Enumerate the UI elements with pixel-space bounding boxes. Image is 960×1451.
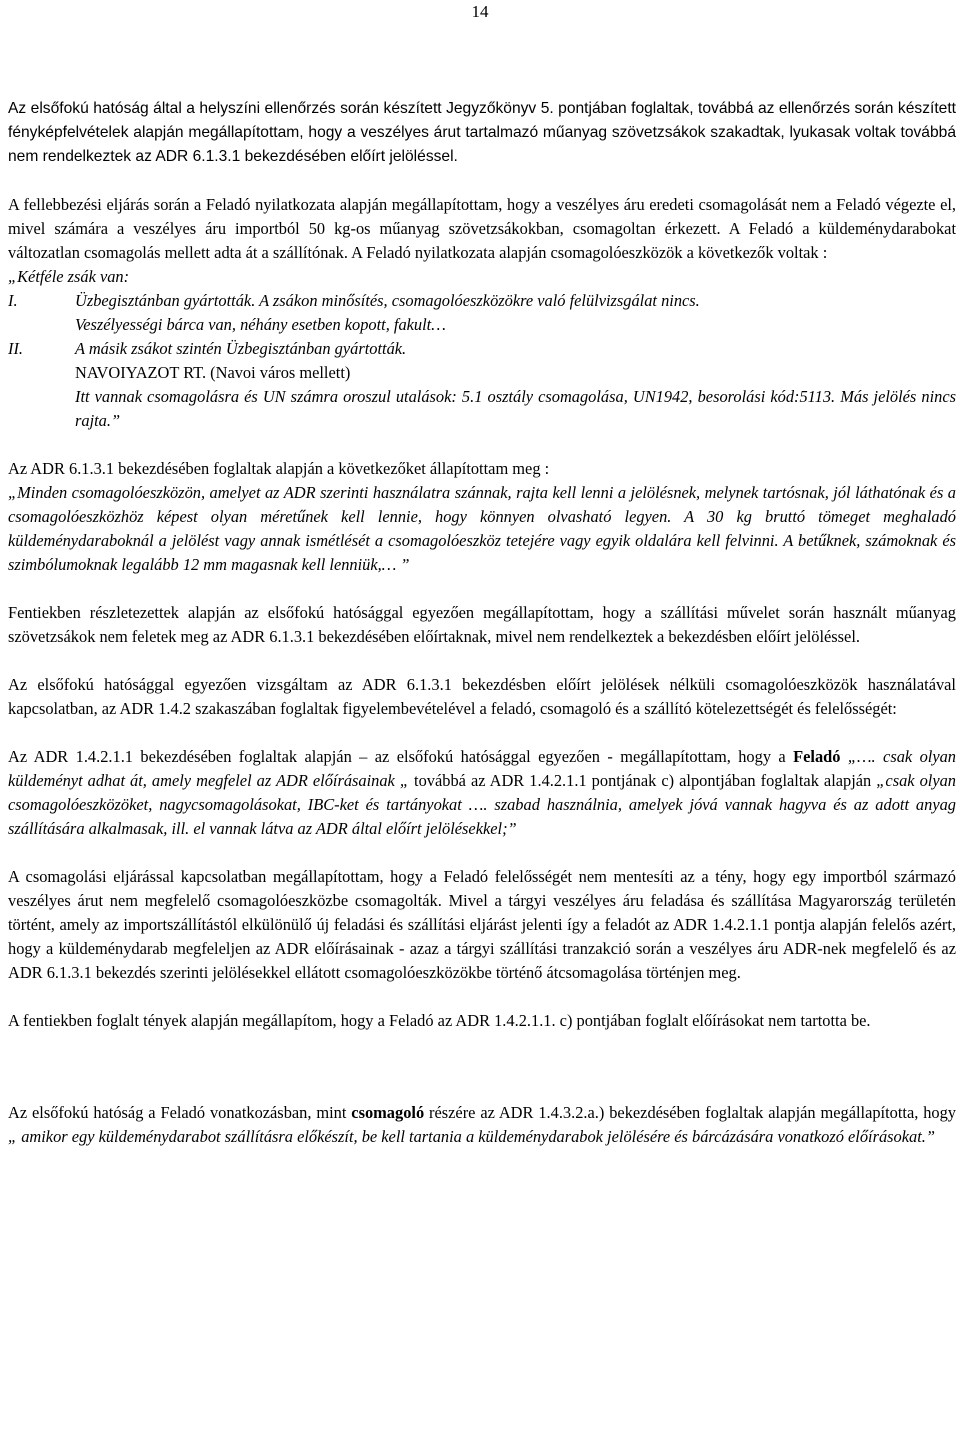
text-run: részére az ADR 1.4.3.2.a.) bekezdésében foglaltak alapján megállapította, hogy [424, 1103, 957, 1122]
list-number: I. [8, 291, 18, 310]
paragraph-responsibility: Az elsőfokú hatósággal egyezően vizsgáltam az ADR 6.1.3.1 bekezdésben előírt jelölések nélküli csomagolóeszközök használatával kapcsolatban, az ADR 1.4.2 szakaszában foglaltak figyelembevételével a feladó, csomagoló és a szállító kötelezettségét és felelősségét: [8, 675, 956, 718]
text-run: Az elsőfokú hatóság a Feladó vonatkozásban, mint [8, 1103, 352, 1122]
list-text: Üzbegisztánban gyártották. A zsákon minősítés, csomagolóeszközökre való felülvizsgálat nincs. [75, 291, 700, 310]
paragraph-packer [8, 1101, 956, 1149]
italic-quote: „csak olyan csomagolóeszközöket, nagycsomagolásokat, IBC-ket és tartányokat …. szabad használnia, amelyek jóvá vannak hagyva és az adott anyag szállítására alkalmasak, ill. el vannak látva az ADR által előírt jelölésekkel;” [8, 771, 956, 838]
quote-intro: „Kétféle zsák van: [8, 267, 130, 286]
list-text: A másik zsákot szintén Üzbegisztánban gyártották. [75, 339, 407, 358]
adr-quote: „Minden csomagolóeszközön, amelyet az ADR szerinti használatra szánnak, rajta kell lenni a jelölésnek, melynek tartósnak, jól láthatónak és a csomagolóeszközhöz képest olyan méretűnek kell lennie, hogy könnyen olvasható legyen. A 30 kg bruttó tömeget meghaladó küldeménydaraboknál a jelölést vagy annak ismétlését a csomagolóeszköz tetejére vagy egyik oldalára kell felvinni. A betűknek, számoknak és szimbólumoknak legalább 12 mm magasnak kell lenniük,… ” [8, 483, 956, 574]
paragraph-conclusion-bags: Fentiekben részletezettek alapján az elsőfokú hatósággal egyezően megállapítottam, hogy a szállítási művelet során használt műanyag szövetzsákok nem feletek meg az ADR 6.1.3.1 bekezdésében előírtaknak, mivel nem rendelkeztek a bekezdésben előírt jelöléssel. [8, 603, 956, 646]
list-text: Veszélyességi bárca van, néhány esetben kopott, fakult… [75, 315, 446, 334]
page-number: 14 [471, 2, 489, 21]
paragraph-adr-rule [8, 457, 956, 577]
appeal-text: A fellebbezési eljárás során a Feladó nyilatkozata alapján megállapítottam, hogy a veszélyes áru eredeti csomagolását nem a Feladó végezte el, mivel számára a veszélyes áru importból 50 kg-os műanyag szövetzsákokban, csomagoltan érkezett. A Feladó a küldeménydarabokat változatlan csomagolás mellett adta át a szállítónak. A Feladó nyilatkozata alapján csomagolóeszközök a következők voltak : [8, 195, 956, 262]
document-body [8, 97, 956, 1149]
text-run: Az ADR 1.4.2.1.1 bekezdésében foglaltak alapján – az elsőfokú hatósággal egyezően - megállapítottam, hogy a [8, 747, 794, 766]
list-item-2 [8, 337, 956, 361]
paragraph-finding: A fentiekben foglalt tények alapján megállapítom, hogy a Feladó az ADR 1.4.2.1.1. c) pontjában foglalt előírásokat nem tartotta be. [8, 1011, 871, 1030]
paragraph-packaging-procedure: A csomagolási eljárással kapcsolatban megállapítottam, hogy a Feladó felelősségét nem mentesíti az a tény, hogy egy importból származó veszélyes árut nem megfelelő csomagolóeszközbe csomagolták. Mivel a tárgyi veszélyes áru feladása és szállítása Magyarország területén történt, amely az importszállítástól elkülönülő új feladási és szállítási eljárást jelenti így a feladót az ADR 1.4.2.1.1 pontja alapján felelős azért, hogy a küldeménydarab megfeleljen az ADR előírásainak - azaz a tárgyi szállítási tranzakció során a veszélyes áru ADR-nek megfelelő és az ADR 6.1.3.1 bekezdés szerinti jelölésekkel ellátott csomagolóeszközökbe történő átcsomagolása történjen meg. [8, 867, 956, 982]
list-number: II. [8, 339, 24, 358]
adr-intro: Az ADR 6.1.3.1 bekezdésében foglaltak alapján a következőket állapítottam meg : [8, 459, 550, 478]
italic-quote: „…. csak olyan küldeményt adhat át, amely megfelel az ADR előírásainak „ [8, 747, 957, 790]
italic-quote: „ amikor egy küldeménydarabot szállításra előkészít, be kell tartania a küldeménydarabok jelölésére és bárcázására vonatkozó előírásokat.” [8, 1127, 935, 1146]
paragraph-adr-1-4-2 [8, 745, 956, 841]
paragraph-inspection-findings: Az elsőfokú hatóság által a helyszíni ellenőrzés során készített Jegyzőkönyv 5. pontjában foglaltak, továbbá az ellenőrzés során készített fényképfelvételek alapján megállapítottam, hogy a veszélyes árut tartalmazó műanyag szövetzsákok szakadtak, lyukasak voltak továbbá nem rendelkeztek az ADR 6.1.3.1 bekezdésében előírt jelöléssel. [8, 100, 956, 165]
paragraph-appeal-statement [8, 193, 956, 433]
list-text-markings: Itt vannak csomagolásra és UN számra oroszul utalások: 5.1 osztály csomagolása, UN1942, besorolási kód:5113. Más jelölés nincs rajta.” [75, 387, 956, 430]
bold-term-felado: Feladó [793, 747, 841, 766]
list-item-1 [8, 289, 956, 313]
text-run: továbbá az ADR 1.4.2.1.1 pontjának c) alpontjában foglaltak alapján [408, 771, 877, 790]
bold-term-csomagolo: csomagoló [351, 1103, 425, 1122]
list-text-manufacturer: NAVOIYAZOT RT. (Navoi város mellett) [75, 363, 351, 382]
